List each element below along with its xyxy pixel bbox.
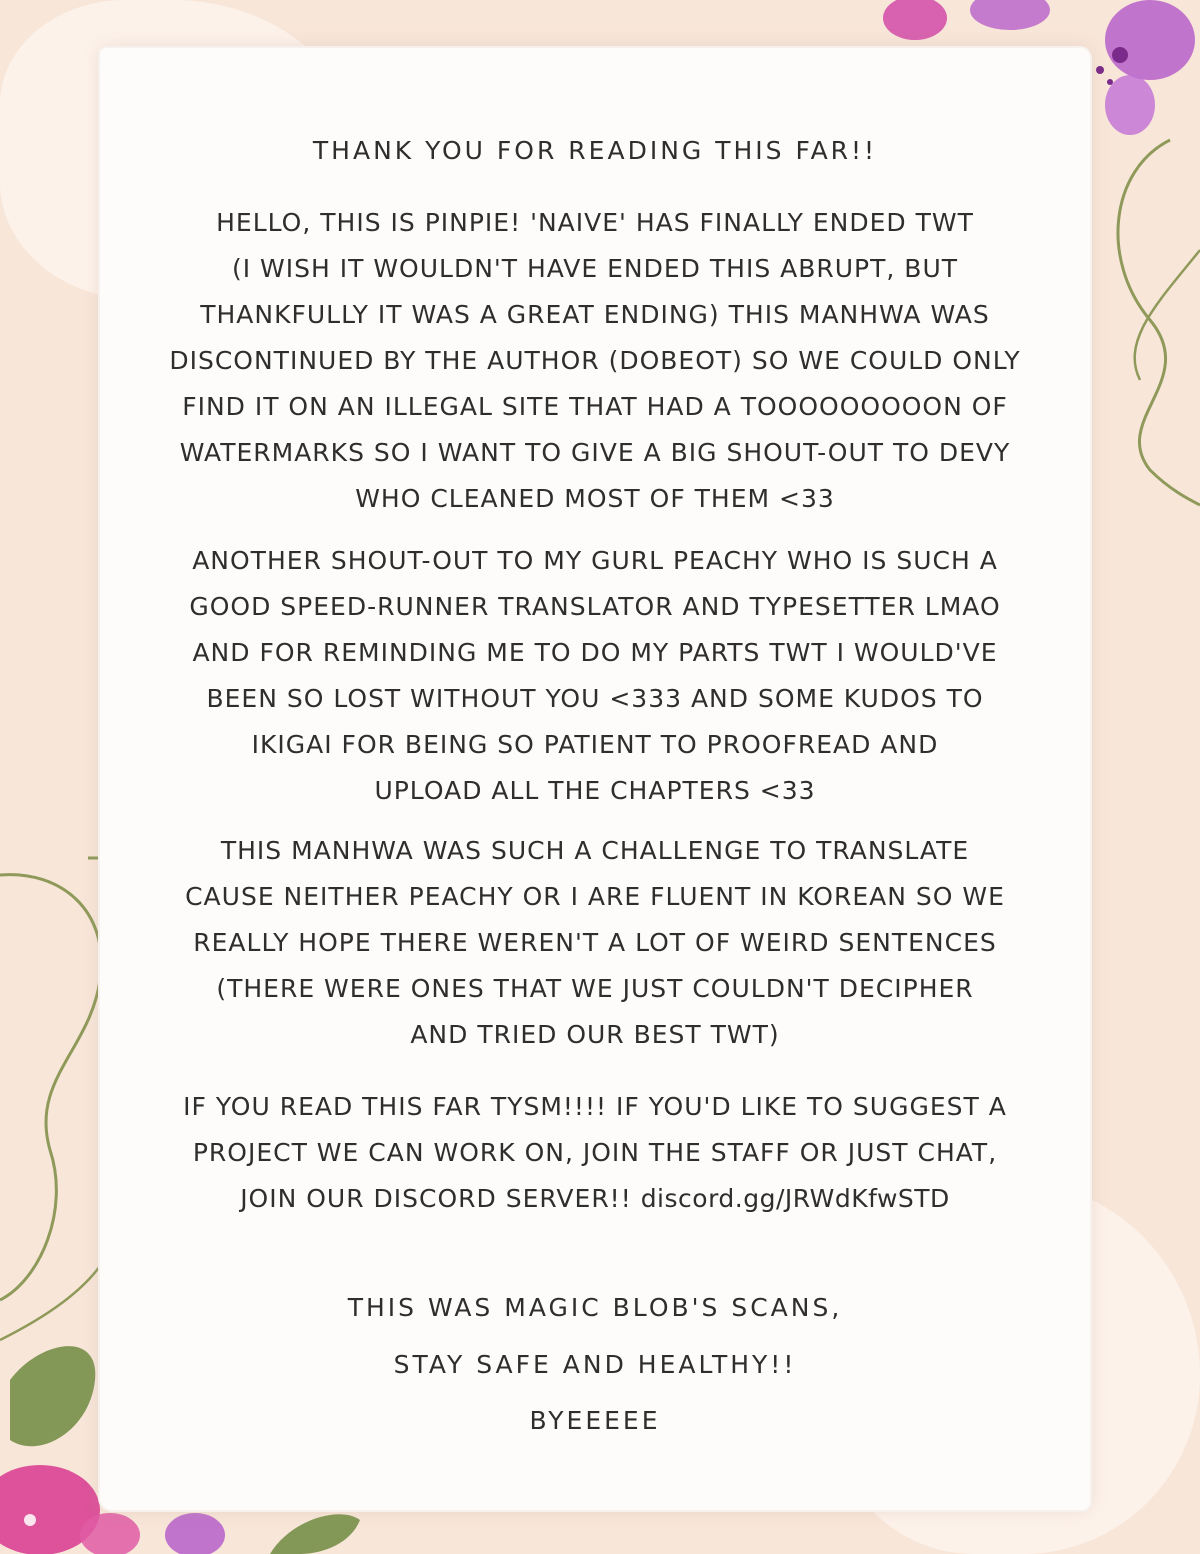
paragraph-line: THANKFULLY IT WAS A GREAT ENDING) THIS MANHWA WAS [200,300,990,329]
letter [100,48,1090,1510]
paragraph-line: GOOD SPEED-RUNNER TRANSLATOR AND TYPESETTER LMAO [189,592,1001,621]
discord-prefix: JOIN OUR DISCORD SERVER!! [240,1184,632,1213]
vine-icon [0,1250,110,1340]
paragraph-line: WHO CLEANED MOST OF THEM <33 [355,484,835,513]
paragraph-line: BEEN SO LOST WITHOUT YOU <333 AND SOME KUDOS TO [206,684,984,713]
paragraph-line: PROJECT WE CAN WORK ON, JOIN THE STAFF OR JUST CHAT, [192,1138,998,1167]
paragraph-line: REALLY HOPE THERE WEREN'T A LOT OF WEIRD SENTENCES [193,928,997,957]
paragraph-line: UPLOAD ALL THE CHAPTERS <33 [374,776,816,805]
paragraph-line: (I WISH IT WOULDN'T HAVE ENDED THIS ABRUPT, BUT [231,254,959,283]
vine-icon [0,875,101,1300]
paragraph-line: HELLO, THIS IS PINPIE! 'NAIVE' HAS FINALLY ENDED TWT [216,208,974,237]
paragraph-line: IKIGAI FOR BEING SO PATIENT TO PROOFREAD AND [251,730,939,759]
paragraph-line: CAUSE NEITHER PEACHY OR I ARE FLUENT IN KOREAN SO WE [185,882,1005,911]
paragraph-line: FIND IT ON AN ILLEGAL SITE THAT HAD A TOOOOOOOOON OF [182,392,1008,421]
paragraph-line: IF YOU READ THIS FAR TYSM!!!! IF YOU'D LIKE TO SUGGEST A [183,1092,1007,1121]
letter-heading: THANK YOU FOR READING THIS FAR!! [312,136,878,165]
paragraph-line: (THERE WERE ONES THAT WE JUST COULDN'T DECIPHER [216,974,974,1003]
closing-line: STAY SAFE AND HEALTHY!! [393,1350,797,1379]
paragraph-line: DISCONTINUED BY THE AUTHOR (DOBEOT) SO WE COULD ONLY [169,346,1021,375]
discord-link[interactable]: discord.gg/JRWdKfwSTD [640,1184,950,1213]
closing-line: THIS WAS MAGIC BLOB'S SCANS, [347,1293,843,1322]
paragraph-line: ANOTHER SHOUT-OUT TO MY GURL PEACHY WHO IS SUCH A [192,546,998,575]
closing-line: BYEEEEE [529,1406,661,1435]
discord-line [100,1182,1090,1216]
paragraph-line: THIS MANHWA WAS SUCH A CHALLENGE TO TRANSLATE [220,836,970,865]
paragraph-line: WATERMARKS SO I WANT TO GIVE A BIG SHOUT-OUT TO DEVY [179,438,1011,467]
paragraph-line: AND FOR REMINDING ME TO DO MY PARTS TWT I WOULD'VE [192,638,998,667]
vine-icon [1118,140,1200,505]
paragraph-line: AND TRIED OUR BEST TWT) [410,1020,780,1049]
